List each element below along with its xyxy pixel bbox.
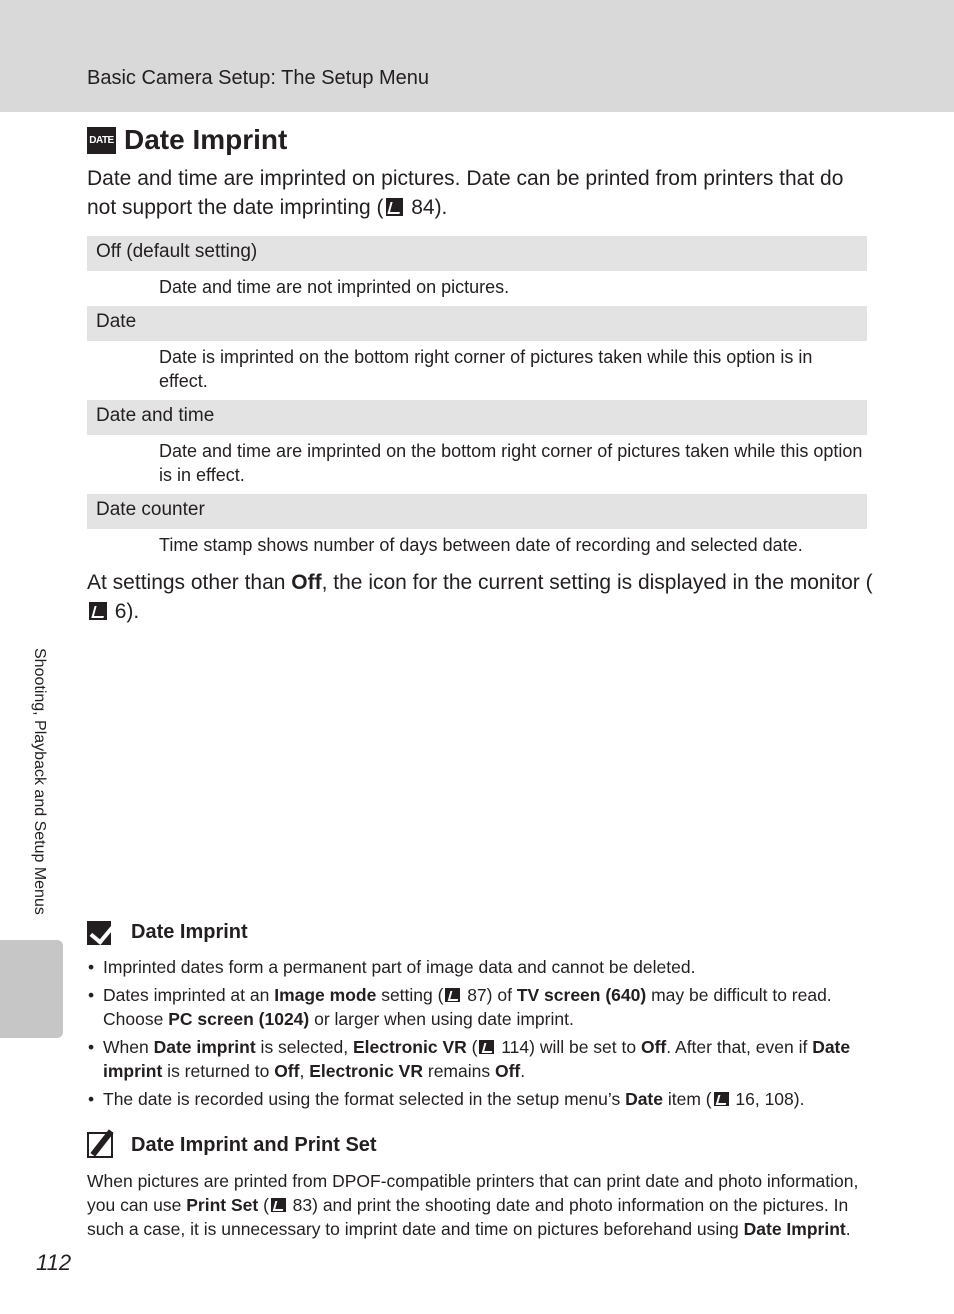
page-reference-icon <box>89 602 107 620</box>
page-number: 112 <box>36 1250 72 1275</box>
pencil-note-icon <box>87 1130 117 1160</box>
option-description: Time stamp shows number of days between date of recording and selected date. <box>159 535 803 555</box>
page-title: Date Imprint <box>124 124 288 155</box>
option-description: Date and time are not imprinted on pictures. <box>159 277 510 297</box>
side-tab <box>0 940 63 1038</box>
title-row <box>87 124 287 156</box>
print-set-heading <box>87 1130 377 1160</box>
option-label: Date and time <box>96 405 215 426</box>
page-reference-icon <box>445 988 460 1003</box>
intro-paragraph: Date and time are imprinted on pictures. Date can be printed from printers that do not support the date imprinting ( 84). <box>87 167 844 219</box>
page-reference-icon <box>479 1040 494 1055</box>
note-bullet-list <box>87 955 867 1115</box>
section-title: Basic Camera Setup: The Setup Menu <box>87 67 430 89</box>
option-row-off <box>87 236 867 271</box>
option-row-date <box>87 306 867 341</box>
option-label: Date counter <box>96 499 205 520</box>
caution-check-icon <box>87 917 117 947</box>
option-description: Date and time are imprinted on the bottom right corner of pictures taken while this option is in effect. <box>159 441 863 485</box>
option-row-date-and-time <box>87 400 867 435</box>
list-item: • The date is recorded using the format selected in the setup menu’s Date item ( 16, 108). <box>87 1087 867 1111</box>
print-set-title: Date Imprint and Print Set <box>131 1133 377 1156</box>
side-tab-label: Shooting, Playback and Setup Menus <box>31 648 48 915</box>
option-row-date-counter <box>87 494 867 529</box>
option-label: Off (default setting) <box>96 241 258 262</box>
note-title: Date Imprint <box>131 920 248 943</box>
option-description: Date is imprinted on the bottom right corner of pictures taken while this option is in effect. <box>159 347 813 391</box>
page-reference-icon <box>714 1092 729 1107</box>
note-heading <box>87 917 248 947</box>
print-set-paragraph: When pictures are printed from DPOF-compatible printers that can print date and photo information, you can use Print Set ( 83) and print the shooting date and photo information on the pictures. In such a case, it is unnecessary to imprint date and time on pictures beforehand using Date Imprint. <box>87 1171 859 1239</box>
list-item: • When Date imprint is selected, Electronic VR ( 114) will be set to Off. After that, even if Date imprint is returned to Off, Electronic VR remains Off. <box>87 1035 867 1083</box>
after-table-paragraph: At settings other than Off, the icon for the current setting is displayed in the monitor ( 6). <box>87 571 873 623</box>
page-reference-icon <box>271 1198 286 1213</box>
page-reference-icon <box>386 198 404 216</box>
list-item: • Dates imprinted at an Image mode setting ( 87) of TV screen (640) may be difficult to read. Choose PC screen (1024) or larger when using date imprint. <box>87 983 867 1031</box>
option-label: Date <box>96 311 137 332</box>
header-band <box>0 0 954 112</box>
list-item: • Imprinted dates form a permanent part of image data and cannot be deleted. <box>87 955 867 979</box>
date-imprint-icon: DATE <box>87 127 116 154</box>
